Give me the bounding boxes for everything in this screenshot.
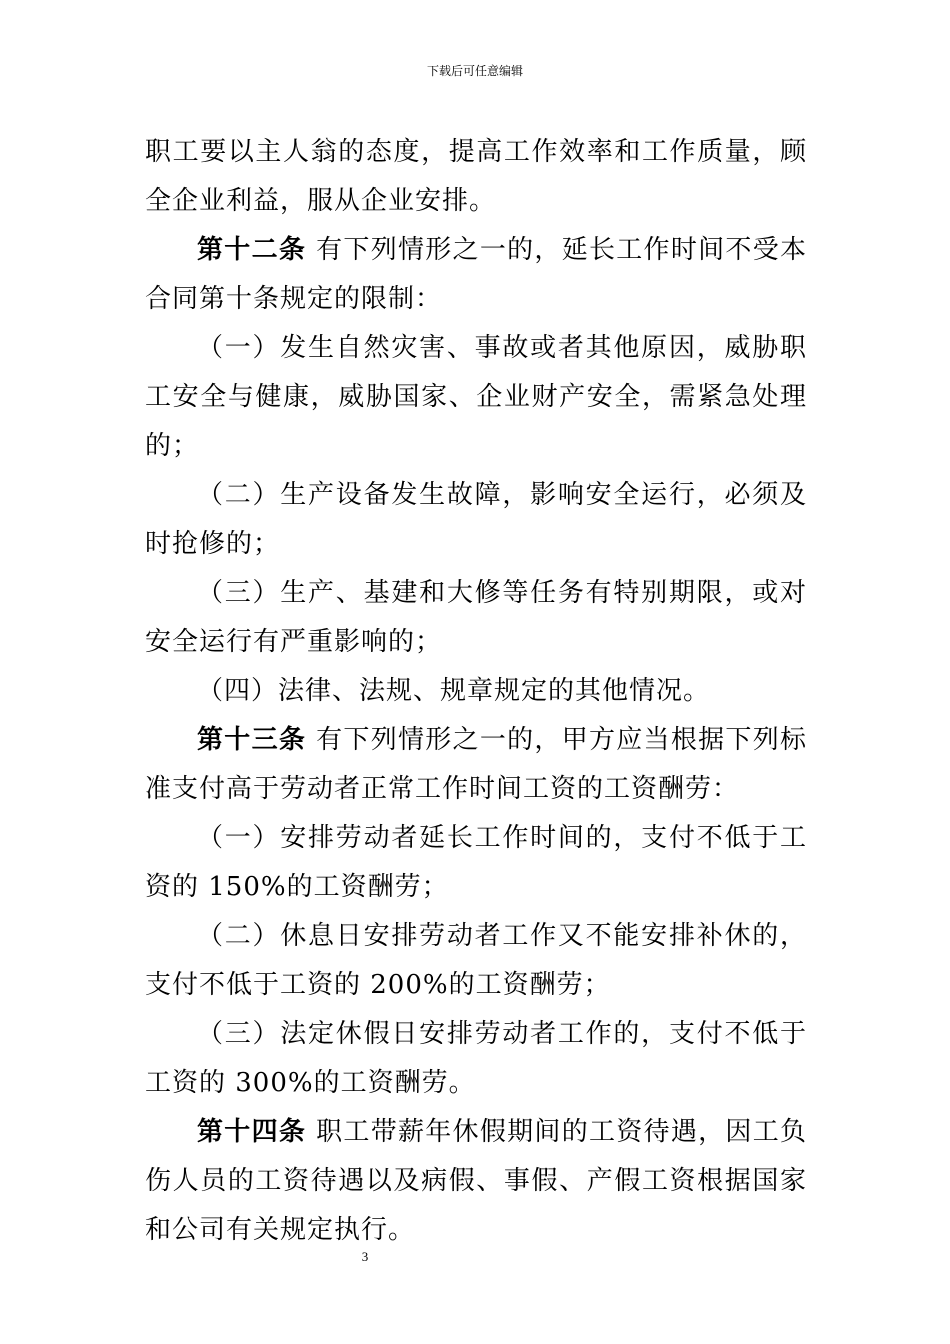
paragraph-text: （一）发生自然灾害、事故或者其他原因，威胁职工安全与健康，威胁国家、企业财产安全，需紧急处理的；: [145, 333, 807, 461]
list-item: [145, 912, 807, 1010]
paragraph-text: （三）生产、基建和大修等任务有特别期限，或对安全运行有严重影响的；: [145, 578, 807, 657]
paragraph-text: 有下列情形之一的，延长工作时间不受本合同第十条规定的限制：: [145, 235, 807, 314]
article-12: [145, 226, 807, 324]
page-number: 3: [361, 1249, 369, 1264]
article-label: 第十二条: [197, 235, 307, 265]
paragraph-text: （一）安排劳动者延长工作时间的，支付不低于工资的 150%的工资酬劳；: [145, 823, 807, 902]
document-body: [145, 128, 807, 1255]
paragraph-text: （二）休息日安排劳动者工作又不能安排补休的，支付不低于工资的 200%的工资酬劳；: [145, 921, 807, 1000]
article-14: [145, 1108, 807, 1255]
list-item: [145, 471, 807, 569]
paragraph-continued: [145, 128, 807, 226]
list-item: [145, 324, 807, 471]
page-header: 下载后可任意编辑: [426, 64, 523, 78]
paragraph-text: 职工要以主人翁的态度，提高工作效率和工作质量，顾全企业利益，服从企业安排。: [145, 137, 807, 216]
paragraph-text: （三）法定休假日安排劳动者工作的，支付不低于工资的 300%的工资酬劳。: [145, 1019, 807, 1098]
article-label: 第十三条: [197, 725, 307, 755]
list-item: [145, 1010, 807, 1108]
list-item: [145, 814, 807, 912]
list-item: [145, 667, 807, 716]
paragraph-text: 职工带薪年休假期间的工资待遇，因工负伤人员的工资待遇以及病假、事假、产假工资根据国家和公司有关规定执行。: [145, 1117, 807, 1245]
paragraph-text: （二）生产设备发生故障，影响安全运行，必须及时抢修的；: [145, 480, 807, 559]
article-label: 第十四条: [197, 1117, 307, 1147]
list-item: [145, 569, 807, 667]
article-13: [145, 716, 807, 814]
paragraph-text: （四）法律、法规、规章规定的其他情况。: [197, 676, 711, 706]
paragraph-text: 有下列情形之一的，甲方应当根据下列标准支付高于劳动者正常工作时间工资的工资酬劳：: [145, 725, 807, 804]
